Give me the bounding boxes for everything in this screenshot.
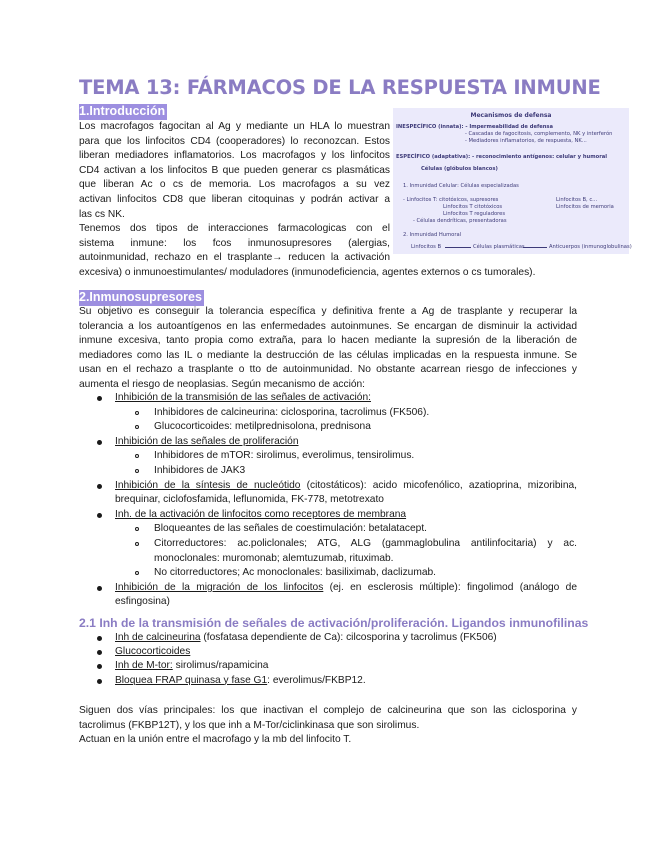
immunophilin-label: Bloquea FRAP quinasa y fase G1 — [115, 674, 268, 686]
bullet-marker — [97, 664, 102, 669]
diagram-adaptive-row: ESPECÍFICO (adaptativa): - reconocimiento antígenos: celular y humoral — [396, 154, 608, 160]
inmunosupresores-paragraph — [79, 305, 577, 393]
bullet-marker — [97, 650, 102, 655]
mechanism-subitem: Citorreductores: ac.policlonales; ATG, ALG (gammaglobulina antilinfocitaria) y ac. — [154, 538, 577, 549]
diagram-cellular-row: 1. Inmunidad Celular: Células especializadas — [403, 183, 519, 189]
mechanism-item — [115, 479, 577, 494]
intro-paragraph-continued — [79, 266, 574, 281]
text-line: excesiva) o inmunoestimulantes/ moduladores (inmunodeficiencia, agentes externos o cs tumorales). — [79, 267, 536, 278]
mechanism-detail: (citostáticos): acido micofenólico, azatioprina, mizoribina, — [300, 479, 577, 491]
immunophilin-label: Inh de M-tor: — [115, 660, 173, 672]
text-line: mediadores como las IL o mediante la destrucción de las células implicadas en la respuesta inmune. Se — [79, 349, 577, 361]
mechanism-label: Inhibición de la síntesis de nucleótido — [115, 479, 301, 491]
text-line: Los macrofagos fagocitan al Ag y mediante un HLA lo muestran — [79, 121, 390, 132]
diagram-antibodies: Anticuerpos (inmunoglobulinas) — [549, 244, 632, 250]
immunophilin-item — [115, 631, 497, 646]
diagram-right-2: Linfocitos de memoria — [556, 204, 614, 210]
text-line: sistema inmune: los fcos inmunosupresores (alergias, — [79, 237, 390, 249]
bullet-marker — [97, 396, 102, 401]
mechanism-label: Inhibición de las señales de proliferación — [115, 435, 299, 447]
mechanism-item — [115, 508, 406, 523]
bullet-marker — [97, 586, 102, 591]
diagram-title: Mecanismos de defensa — [470, 112, 552, 119]
immunophilin-label: Glucocorticoides — [115, 646, 191, 658]
circle-marker — [135, 469, 139, 473]
mechanism-subitem: Glucocorticoides: metilprednisolona, prednisona — [154, 421, 371, 433]
text-line: Actuan en la unión entre el macrofago y la mb del linfocito T. — [79, 734, 352, 746]
mechanism-subitem: Bloqueantes de las señales de coestimulación: betalatacept. — [154, 523, 427, 535]
mechanism-item-continued: esfingosina) — [115, 596, 170, 608]
diagram-cells-row: Células (glóbulos blancos) — [421, 166, 498, 172]
diagram-bcells: Linfocitos B — [411, 244, 442, 250]
immunophilin-item — [115, 674, 366, 689]
text-line: Su objetivo es conseguir la tolerancia específica y definitiva frente a Ag de trasplante y recuperar la — [79, 306, 577, 317]
defense-mechanisms-diagram — [393, 108, 632, 254]
mechanism-label: Inhibición de la transmisión de las señales de activación: — [115, 392, 371, 403]
immunophilin-label: Inh de calcineurina — [115, 632, 201, 643]
mechanism-detail: (ej. en esclerosis múltiple): fingolimod (análogo de — [323, 581, 577, 593]
mechanism-subitem: Inhibidores de mTOR: sirolimus, everolimus, tensirolimus. — [154, 450, 415, 462]
mechanism-label: Inhibición de la migración de los linfocitos — [115, 581, 324, 593]
circle-marker — [135, 527, 139, 531]
mechanism-subitem: Inhibidores de calcineurina: ciclosporina, tacrolimus (FK506). — [154, 406, 430, 418]
immunophilin-detail: : everolimus/FKBP12. — [267, 674, 366, 686]
text-line: autoinmunidad, rechazo en el trasplante→ reducen la activación — [79, 252, 390, 264]
text-line: CD4 activan a los linfocitos B que pueden generar cs plasmáticas — [79, 164, 390, 176]
diagram-innate-row: INESPECÍFICO (innata): - Impermeabilidad de defensa — [396, 124, 554, 130]
text-line: las cs NK. — [79, 208, 125, 220]
text-line: liberan mediadores inflamatorios. Los macrofagos y los linfocitos — [79, 150, 390, 162]
diagram-dendritic-row: - Células dendríticas, presentadoras — [413, 218, 507, 224]
immunophilin-detail: (fosfatasa dependiente de Ca): cilcosporina y tacrolimus (FK506) — [200, 632, 497, 643]
diagram-tcells-row: - Linfocitos T: citotóxicos, supresores — [403, 197, 499, 203]
diagram-innate-sub2: - Mediadores inflamatorios, de respuesta, NK... — [465, 138, 587, 144]
bullet-marker — [97, 636, 102, 641]
diagram-arrow-1 — [445, 247, 471, 248]
diagram-tcells-sub2: Linfocitos T reguladores — [443, 211, 506, 217]
section-heading-2-1: 2.1 Inh de la transmisión de señales de activación/proliferación. Ligandos inmunofilinas — [79, 616, 589, 630]
bullet-marker — [97, 513, 102, 518]
mechanism-item — [115, 581, 577, 596]
diagram-plasma-cells: Células plasmáticas — [473, 244, 525, 250]
mechanism-subitem: Inhibidores de JAK3 — [154, 465, 246, 476]
bullet-marker — [97, 440, 102, 445]
bullet-marker — [97, 679, 102, 684]
text-line: Siguen dos vías principales: los que inactivan el complejo de calcineurina que son las ciclosporina y — [79, 705, 577, 716]
diagram-humoral-row: 2. Inmunidad Humoral — [403, 232, 462, 238]
page-title: TEMA 13: FÁRMACOS DE LA RESPUESTA INMUNE — [79, 76, 601, 99]
text-line: tacrolimus (FKBP12T), y los que inh a M-Tor/ciclinkinasa que son sirolimus. — [79, 719, 420, 731]
text-line: inmune excesiva, tanto propia como extraña, para lo hacen mediante la supresión de la liberación de — [79, 335, 577, 347]
text-line: que liberan Ac o cs de memoria. Los macrofagos a su vez — [79, 179, 390, 191]
circle-marker — [135, 425, 139, 429]
text-line: Tenemos dos tipos de interacciones farmacologicas con el — [79, 223, 390, 235]
immunophilin-item — [115, 659, 268, 674]
diagram-innate-sub1: - Cascadas de fagocitosis, complemento, NK y interferón — [465, 131, 613, 137]
text-line: activan linfocitos CD8 que liberan citoquinas y podrán activar a — [79, 193, 390, 205]
mechanism-subitem: monoclonales: muromonab; alemtuzumab, rituximab. — [154, 552, 394, 564]
mechanism-item-continued: brequinar, ciclofosfamida, leflunomida, FK-778, metotrexato — [115, 494, 384, 506]
text-line: tolerancia a los autoantígenos en las enfermedades autoinmunes. Se encargan de disminuir la actividad — [79, 320, 577, 332]
circle-marker — [135, 571, 139, 575]
intro-paragraph — [79, 120, 390, 266]
diagram-arrow-2 — [523, 247, 547, 248]
mechanism-item — [115, 435, 299, 450]
bullet-marker — [97, 484, 102, 489]
circle-marker — [135, 454, 139, 458]
diagram-right-1: Linfocitos B, c... — [556, 197, 598, 203]
mechanism-subitem: No citorreductores; Ac monoclonales: basiliximab, daclizumab. — [154, 567, 436, 579]
immunophilin-item — [115, 645, 190, 660]
text-line: usan en el rechazo a trasplante o tto de autoinmunidad. No obstante acarrean riesgo de infecciones y — [79, 364, 577, 376]
section-heading-inmunosupresores: 2.Inmunosupresores — [79, 290, 202, 304]
text-line: para que los linfocitos CD4 (cooperadores) lo reconozcan. Estos — [79, 135, 390, 147]
immunophilin-detail: sirolimus/rapamicina — [172, 660, 269, 672]
closing-paragraph — [79, 704, 577, 748]
section-heading-introduccion: 1.Introducción — [79, 104, 166, 118]
diagram-tcells-sub1: Linfocitos T citotóxicos — [443, 204, 503, 210]
circle-marker — [135, 542, 139, 546]
circle-marker — [135, 411, 139, 415]
text-line: aumenta el riesgo de neoplasias. Según mecanismo de acción: — [79, 378, 365, 390]
mechanism-label: Inh. de la activación de linfocitos como receptores de membrana — [115, 508, 407, 520]
mechanism-item — [115, 391, 371, 406]
